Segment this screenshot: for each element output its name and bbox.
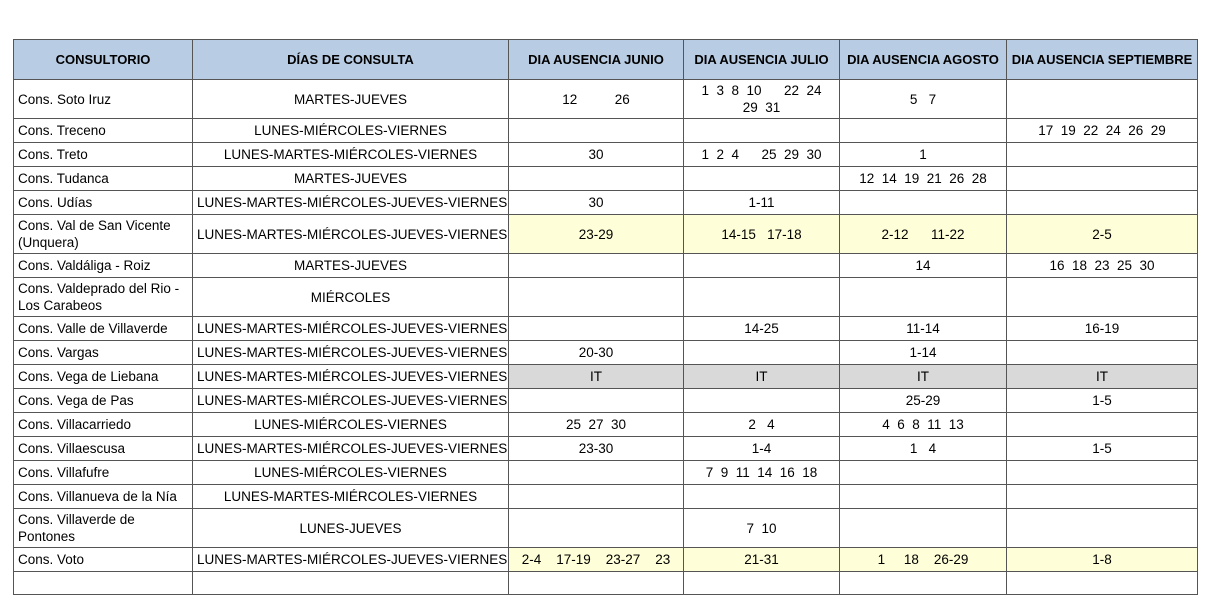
cell-junio <box>509 317 684 341</box>
cell-agosto: 25-29 <box>840 389 1007 413</box>
cell-junio: IT <box>509 365 684 389</box>
cell-agosto: 1 4 <box>840 437 1007 461</box>
cell-junio <box>509 461 684 485</box>
cell-julio: 7 9 11 14 16 18 <box>684 461 840 485</box>
cell-dias: LUNES-MIÉRCOLES-VIERNES <box>193 413 509 437</box>
cell-julio <box>684 167 840 191</box>
cell-dias: LUNES-MARTES-MIÉRCOLES-VIERNES <box>193 143 509 167</box>
cell-septiembre: 17 19 22 24 26 29 <box>1007 119 1198 143</box>
cell-septiembre: 1-5 <box>1007 437 1198 461</box>
header-consultorio: CONSULTORIO <box>14 40 193 80</box>
cell-agosto <box>840 278 1007 317</box>
cell-junio: 12 26 <box>509 80 684 119</box>
cell-junio <box>509 278 684 317</box>
cell-septiembre <box>1007 143 1198 167</box>
header-agosto: DIA AUSENCIA AGOSTO <box>840 40 1007 80</box>
cell-julio: 1-11 <box>684 191 840 215</box>
cell-consultorio: Cons. Villacarriedo <box>14 413 193 437</box>
absence-table <box>13 39 1198 595</box>
table-row <box>14 485 1198 509</box>
cell-dias: LUNES-JUEVES <box>193 509 509 548</box>
cell-dias: LUNES-MIÉRCOLES-VIERNES <box>193 461 509 485</box>
cell-consultorio: Cons. Valdeprado del Rio - Los Carabeos <box>14 278 193 317</box>
cell-julio <box>684 278 840 317</box>
table-row <box>14 413 1198 437</box>
cell-consultorio: Cons. Voto <box>14 548 193 572</box>
table-row <box>14 437 1198 461</box>
table-row <box>14 191 1198 215</box>
table-row <box>14 389 1198 413</box>
cell-consultorio: Cons. Villaescusa <box>14 437 193 461</box>
cell-septiembre <box>1007 191 1198 215</box>
cell-junio: 25 27 30 <box>509 413 684 437</box>
cell-julio: 2 4 <box>684 413 840 437</box>
cell-junio <box>509 254 684 278</box>
cell-septiembre <box>1007 572 1198 595</box>
cell-julio: 1 3 8 10 22 24 29 31 <box>684 80 840 119</box>
cell-dias: LUNES-MARTES-MIÉRCOLES-JUEVES-VIERNES <box>193 341 509 365</box>
cell-dias: LUNES-MARTES-MIÉRCOLES-JUEVES-VIERNES <box>193 389 509 413</box>
cell-junio: 30 <box>509 143 684 167</box>
cell-consultorio: Cons. Udías <box>14 191 193 215</box>
cell-julio <box>684 254 840 278</box>
cell-agosto <box>840 572 1007 595</box>
cell-consultorio: Cons. Tudanca <box>14 167 193 191</box>
cell-julio: 14-15 17-18 <box>684 215 840 254</box>
cell-consultorio: Cons. Treto <box>14 143 193 167</box>
cell-agosto: 2-12 11-22 <box>840 215 1007 254</box>
cell-agosto <box>840 119 1007 143</box>
cell-dias: LUNES-MARTES-MIÉRCOLES-VIERNES <box>193 485 509 509</box>
cell-agosto <box>840 191 1007 215</box>
cell-junio: 23-29 <box>509 215 684 254</box>
cell-julio: 14-25 <box>684 317 840 341</box>
cell-junio <box>509 509 684 548</box>
cell-julio <box>684 341 840 365</box>
cell-dias: LUNES-MARTES-MIÉRCOLES-JUEVES-VIERNES <box>193 365 509 389</box>
table-body <box>14 80 1198 595</box>
table-row <box>14 509 1198 548</box>
cell-dias: LUNES-MARTES-MIÉRCOLES-JUEVES-VIERNES <box>193 191 509 215</box>
cell-junio <box>509 389 684 413</box>
cell-agosto: 11-14 <box>840 317 1007 341</box>
cell-agosto <box>840 485 1007 509</box>
cell-junio <box>509 119 684 143</box>
cell-dias: MIÉRCOLES <box>193 278 509 317</box>
cell-agosto: 1 18 26-29 <box>840 548 1007 572</box>
header-junio: DIA AUSENCIA JUNIO <box>509 40 684 80</box>
cell-septiembre: 16-19 <box>1007 317 1198 341</box>
cell-junio <box>509 167 684 191</box>
cell-dias: MARTES-JUEVES <box>193 167 509 191</box>
cell-junio <box>509 485 684 509</box>
cell-consultorio: Cons. Val de San Vicente (Unquera) <box>14 215 193 254</box>
cell-agosto: 1 <box>840 143 1007 167</box>
cell-junio <box>509 572 684 595</box>
cell-consultorio: Cons. Villanueva de la Nía <box>14 485 193 509</box>
cell-septiembre <box>1007 80 1198 119</box>
cell-consultorio: Cons. Soto Iruz <box>14 80 193 119</box>
cell-consultorio: Cons. Vargas <box>14 341 193 365</box>
cell-septiembre: IT <box>1007 365 1198 389</box>
cell-junio: 23-30 <box>509 437 684 461</box>
header-row <box>14 40 1198 80</box>
cell-julio <box>684 389 840 413</box>
cell-agosto <box>840 509 1007 548</box>
cell-julio: 1-4 <box>684 437 840 461</box>
cell-consultorio: Cons. Villafufre <box>14 461 193 485</box>
cell-septiembre <box>1007 413 1198 437</box>
cell-consultorio: Cons. Vega de Pas <box>14 389 193 413</box>
table-row <box>14 317 1198 341</box>
cell-septiembre <box>1007 509 1198 548</box>
table-row <box>14 119 1198 143</box>
table-row <box>14 167 1198 191</box>
cell-consultorio <box>14 572 193 595</box>
cell-dias: LUNES-MIÉRCOLES-VIERNES <box>193 119 509 143</box>
cell-dias: LUNES-MARTES-MIÉRCOLES-JUEVES-VIERNES <box>193 437 509 461</box>
cell-julio: 7 10 <box>684 509 840 548</box>
cell-dias <box>193 572 509 595</box>
cell-dias: MARTES-JUEVES <box>193 254 509 278</box>
cell-julio: 1 2 4 25 29 30 <box>684 143 840 167</box>
cell-agosto: 1-14 <box>840 341 1007 365</box>
table-row <box>14 254 1198 278</box>
cell-septiembre <box>1007 461 1198 485</box>
table-row <box>14 215 1198 254</box>
cell-dias: MARTES-JUEVES <box>193 80 509 119</box>
cell-julio: IT <box>684 365 840 389</box>
header-dias: DÍAS DE CONSULTA <box>193 40 509 80</box>
cell-julio <box>684 572 840 595</box>
cell-agosto: IT <box>840 365 1007 389</box>
cell-dias: LUNES-MARTES-MIÉRCOLES-JUEVES-VIERNES <box>193 317 509 341</box>
cell-junio: 2-4 17-19 23-27 23 <box>509 548 684 572</box>
cell-septiembre: 16 18 23 25 30 <box>1007 254 1198 278</box>
header-julio: DIA AUSENCIA JULIO <box>684 40 840 80</box>
table-row <box>14 365 1198 389</box>
cell-septiembre <box>1007 485 1198 509</box>
header-septiembre: DIA AUSENCIA SEPTIEMBRE <box>1007 40 1198 80</box>
cell-agosto: 5 7 <box>840 80 1007 119</box>
table-row <box>14 461 1198 485</box>
cell-consultorio: Cons. Valle de Villaverde <box>14 317 193 341</box>
cell-junio: 30 <box>509 191 684 215</box>
cell-agosto: 4 6 8 11 13 <box>840 413 1007 437</box>
cell-septiembre <box>1007 341 1198 365</box>
cell-septiembre: 2-5 <box>1007 215 1198 254</box>
table-row <box>14 548 1198 572</box>
table-row <box>14 278 1198 317</box>
table-row <box>14 143 1198 167</box>
cell-dias: LUNES-MARTES-MIÉRCOLES-JUEVES-VIERNES <box>193 548 509 572</box>
cell-agosto: 12 14 19 21 26 28 <box>840 167 1007 191</box>
cell-consultorio: Cons. Villaverde de Pontones <box>14 509 193 548</box>
cell-septiembre <box>1007 167 1198 191</box>
table-row <box>14 341 1198 365</box>
cell-junio: 20-30 <box>509 341 684 365</box>
cell-consultorio: Cons. Valdáliga - Roiz <box>14 254 193 278</box>
cell-septiembre <box>1007 278 1198 317</box>
table-row <box>14 80 1198 119</box>
cell-septiembre: 1-8 <box>1007 548 1198 572</box>
cell-julio <box>684 119 840 143</box>
cell-consultorio: Cons. Vega de Liebana <box>14 365 193 389</box>
cell-julio <box>684 485 840 509</box>
cell-consultorio: Cons. Treceno <box>14 119 193 143</box>
cell-septiembre: 1-5 <box>1007 389 1198 413</box>
cell-julio: 21-31 <box>684 548 840 572</box>
cell-dias: LUNES-MARTES-MIÉRCOLES-JUEVES-VIERNES <box>193 215 509 254</box>
table-row <box>14 572 1198 595</box>
cell-agosto: 14 <box>840 254 1007 278</box>
cell-agosto <box>840 461 1007 485</box>
